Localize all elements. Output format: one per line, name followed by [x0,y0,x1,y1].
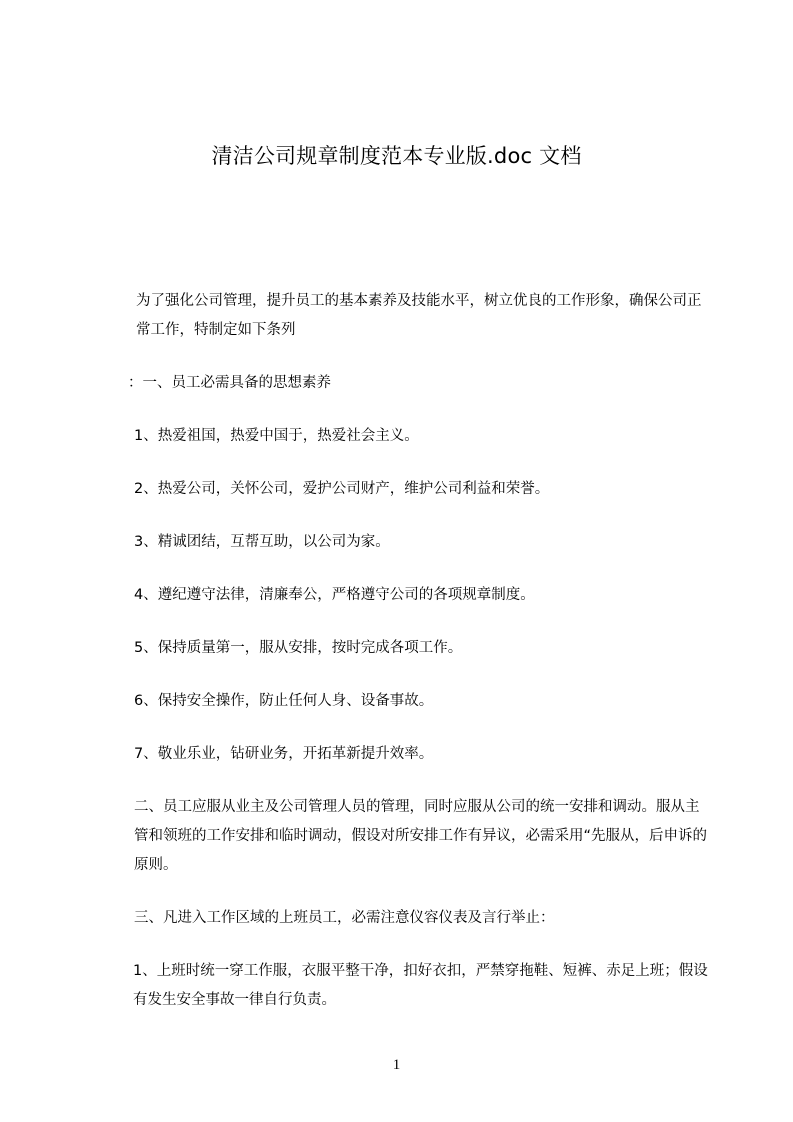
list-item: 3、精诚团结，互帮互助，以公司为家。 [134,534,390,550]
list-item: 1、上班时统一穿工作服，衣服平整干净，扣好衣扣，严禁穿拖鞋、短裤、赤足上班；假设有发生安全事故一律自行负责。 [133,963,708,1008]
list-item: 4、遵纪遵守法律，清廉奉公，严格遵守公司的各项规章制度。 [134,587,535,603]
list-item: 2、热爱公司，关怀公司，爱护公司财产，维护公司利益和荣誉。 [134,481,550,497]
document-body [108,287,712,1015]
list-item: 6、保持安全操作，防止任何人身、设备事故。 [134,693,434,709]
document-title: 清洁公司规章制度范本专业版.doc 文档 [211,144,582,168]
section-heading-3: 三、凡进入工作区域的上班员工，必需注意仪容仪表及言行举止： [134,910,555,926]
page-number: 1 [392,1057,401,1073]
intro-paragraph: 为了强化公司管理，提升员工的基本素养及技能水平，树立优良的工作形象，确保公司正常工作，特制定如下条列 [136,293,702,338]
list-item: 7、敬业乐业，钻研业务，开拓革新提升效率。 [134,746,434,762]
section-paragraph-2: 二、员工应服从业主及公司管理人员的管理，同时应服从公司的统一安排和调动。服从主管和领班的工作安排和临时调动，假设对所安排工作有异议，必需采用“先服从，后申诉的原则。 [134,799,708,873]
section-heading-1: ：一、员工必需具备的思想素养 [128,375,331,391]
list-item: 5、保持质量第一，服从安排，按时完成各项工作。 [134,640,463,656]
list-item: 1、热爱祖国，热爱中国于，热爱社会主义。 [134,428,419,444]
